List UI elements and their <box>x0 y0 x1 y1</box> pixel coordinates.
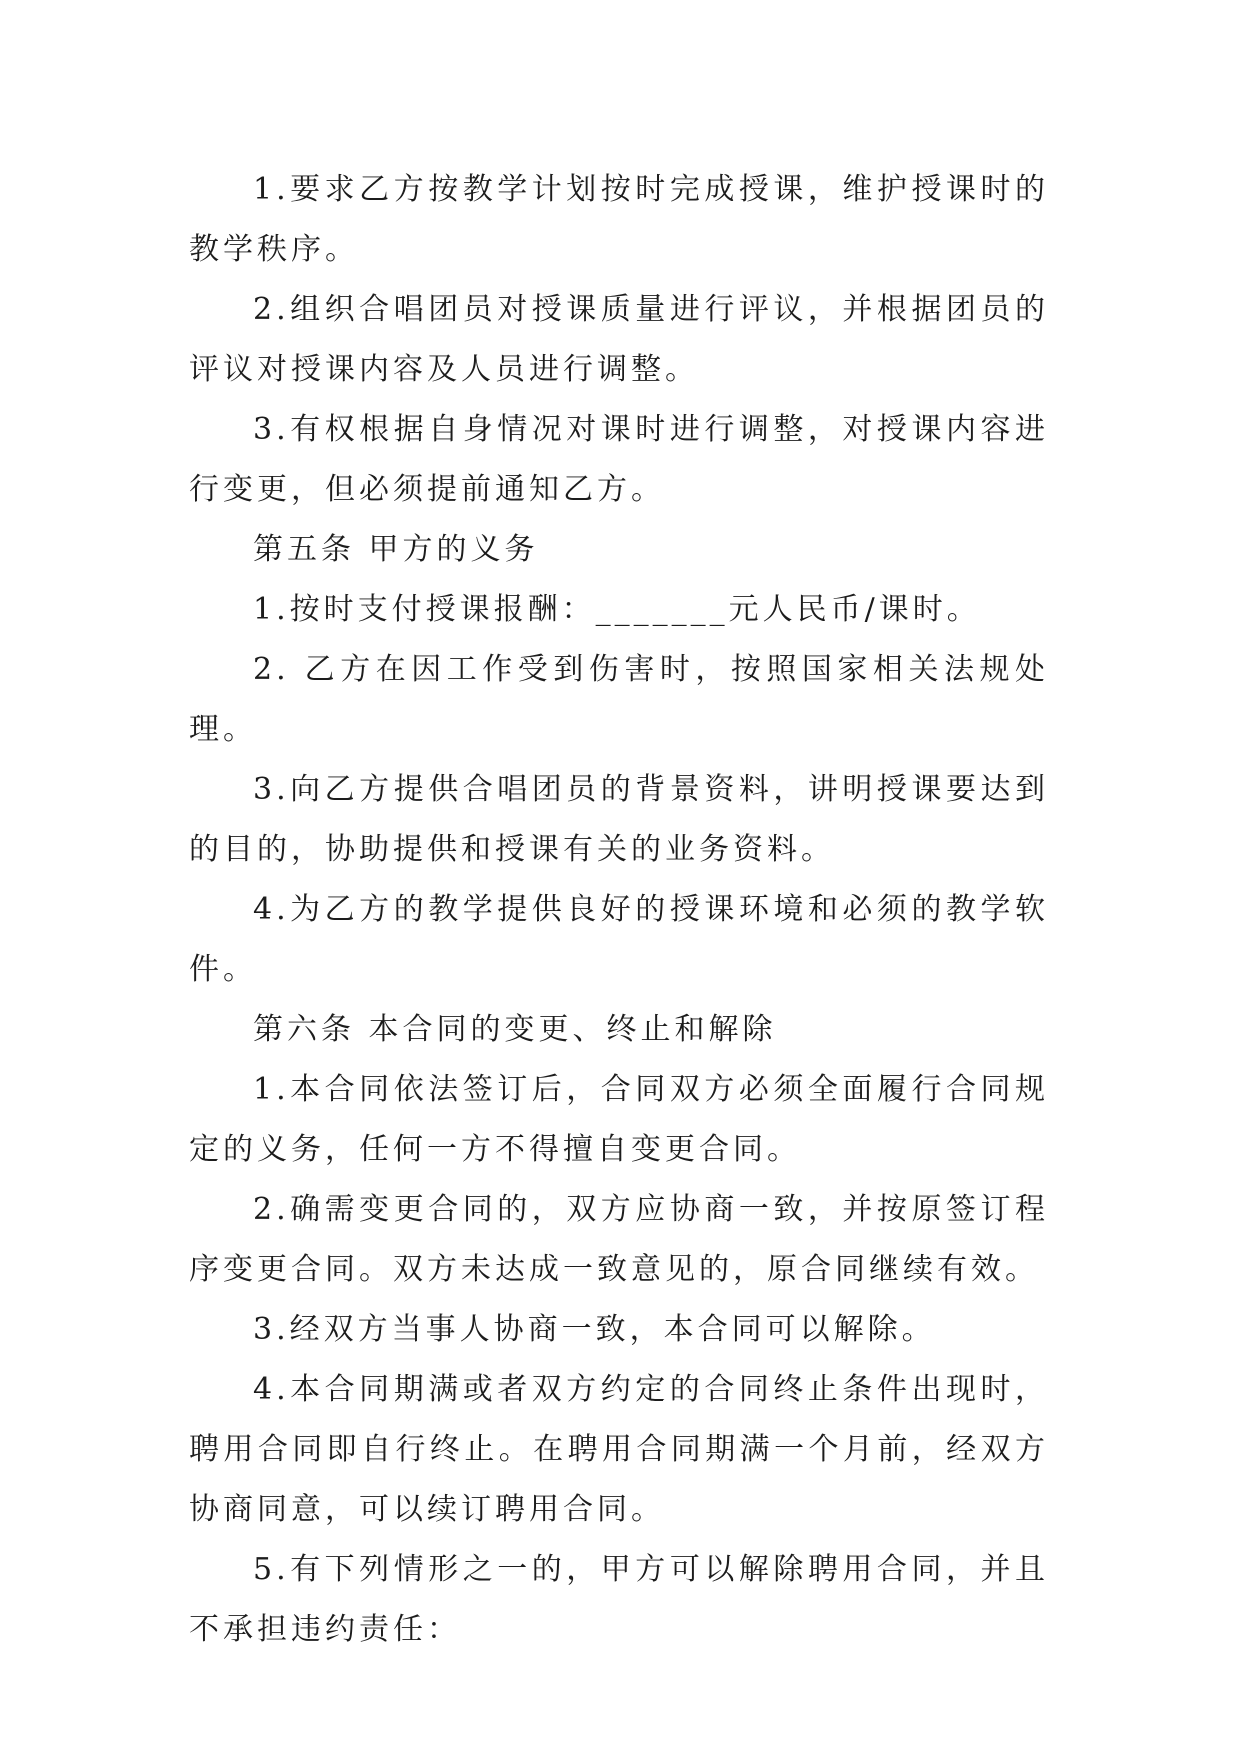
article-6-heading: 第六条 本合同的变更、终止和解除 <box>253 1012 777 1047</box>
article-6-item-1: 1.本合同依法签订后，合同双方必须全面履行合同规定的义务，任何一方不得擅自变更合同。 <box>189 1072 1049 1167</box>
document-body <box>189 160 1049 1660</box>
article-6-item-5: 5.有下列情形之一的，甲方可以解除聘用合同，并且不承担违约责任： <box>189 1552 1049 1647</box>
article-5-item-2: 2. 乙方在因工作受到伤害时，按照国家相关法规处理。 <box>189 652 1049 747</box>
article-6-item-4: 4.本合同期满或者双方约定的合同终止条件出现时，聘用合同即自行终止。在聘用合同期满一个月前，经双方协商同意，可以续订聘用合同。 <box>189 1372 1049 1527</box>
obligation-paragraph-1: 1.要求乙方按教学计划按时完成授课，维护授课时的教学秩序。 <box>189 172 1049 267</box>
article-5-item-3: 3.向乙方提供合唱团员的背景资料，讲明授课要达到的目的，协助提供和授课有关的业务资料。 <box>189 772 1049 867</box>
obligation-paragraph-2: 2.组织合唱团员对授课质量进行评议，并根据团员的评议对授课内容及人员进行调整。 <box>189 292 1049 387</box>
obligation-paragraph-3: 3.有权根据自身情况对课时进行调整，对授课内容进行变更，但必须提前通知乙方。 <box>189 412 1049 507</box>
article-6-item-2: 2.确需变更合同的，双方应协商一致，并按原签订程序变更合同。双方未达成一致意见的，原合同继续有效。 <box>189 1192 1049 1287</box>
article-6-item-3: 3.经双方当事人协商一致，本合同可以解除。 <box>253 1312 936 1347</box>
article-5-item-1: 1.按时支付授课报酬：_______元人民币/课时。 <box>253 592 981 627</box>
article-5-item-4: 4.为乙方的教学提供良好的授课环境和必须的教学软件。 <box>189 892 1049 987</box>
article-5-heading: 第五条 甲方的义务 <box>253 532 539 567</box>
